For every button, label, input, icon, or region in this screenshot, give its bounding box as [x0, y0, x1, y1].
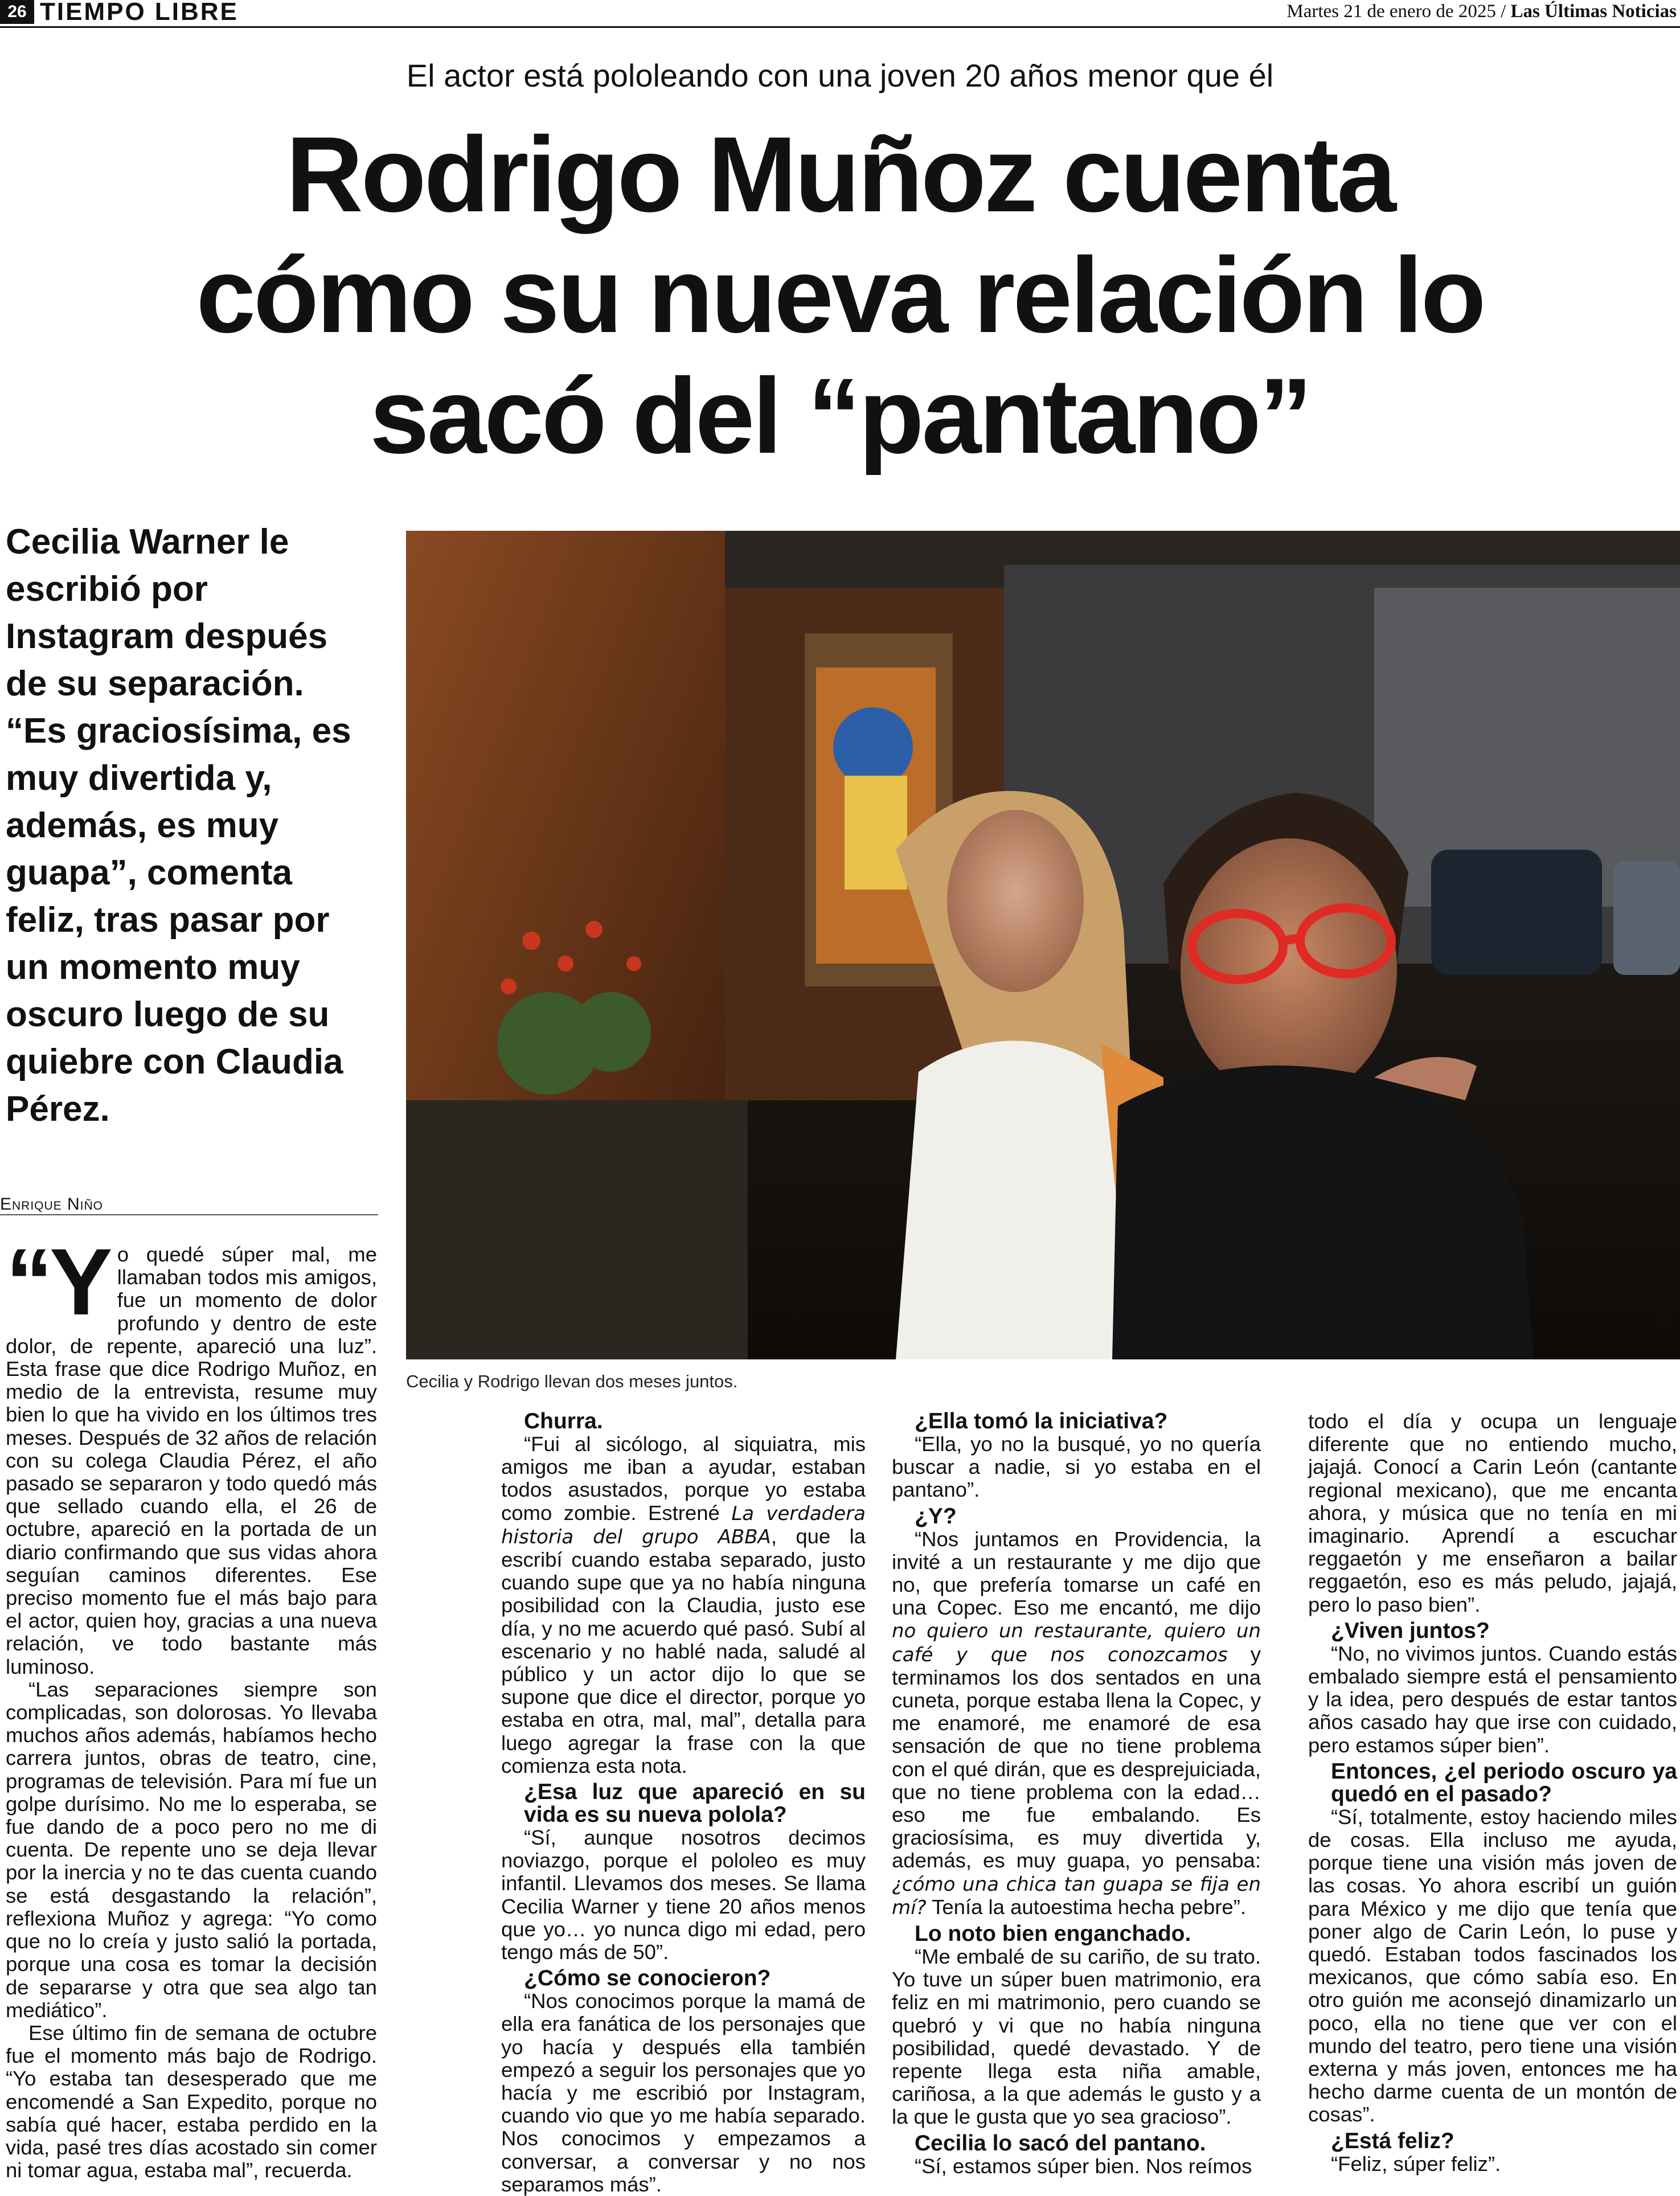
- article-headline: [0, 114, 1680, 476]
- interview-question: Cecilia lo sacó del pantano.: [915, 2131, 1206, 2156]
- body-paragraph: “Ella, yo no la busqué, yo no quería buscar a nadie, si yo estaba en el pantano”.: [892, 1432, 1261, 1502]
- byline-rule: [0, 1214, 378, 1215]
- body-column-4: [1308, 1410, 1677, 2175]
- interview-question: Churra.: [524, 1409, 603, 1433]
- paragraph-text: y terminamos los dos sentados en una cuneta, porque estaba llena la Copec, y me enamoré, me enamoré de esa sensación de que no tiene problema con el qué dirán, que es desprejuiciada, que no tiene problema con la edad… eso me fue embalando. Es graciosísima, es muy divertida y, además, es muy guapa, yo pensaba:: [892, 1642, 1261, 1873]
- headline-line: cómo su nueva relación lo: [196, 235, 1484, 355]
- paragraph-text: Tenía la autoestima hecha pebre”.: [926, 1895, 1247, 1919]
- body-paragraph: “No, no vivimos juntos. Cuando estás embalado siempre está el pensamiento y la idea, pero después de estar tantos años casado hay que irse con cuidado, pero estamos súper bien”.: [1308, 1641, 1677, 1757]
- photo-credit: LUN: [1655, 1301, 1669, 1327]
- article-summary: Cecilia Warner le escribió por Instagram después de su separación. “Es graciosísima, es muy divertida y, además, es muy guapa”, comenta feliz, tras pasar por un momento muy oscuro luego de su quiebre con Claudia Pérez.: [6, 522, 351, 1129]
- interview-question: Lo noto bien enganchado.: [915, 1922, 1191, 1947]
- interview-question: ¿Viven juntos?: [1331, 1618, 1490, 1643]
- paragraph-text: o quedé súper mal, me llamaban todos mis amigos, fue un momento de dolor profundo y dentro de este dolor, de repente, apareció una luz”. Esta frase que dice Rodrigo Muñoz, en medio de la entrevista, resume muy bien lo que ha vivido en los últimos tres meses. Después de 32 años de relación con su colega Claudia Pérez, el año pasado se separaron y todo quedó más que sellado cuando ella, el 26 de octubre, apareció en la portada de un diario confirmando que sus vidas ahora seguían caminos diferentes. Ese preciso momento fue el más bajo para el actor, quien hoy, gracias a una nueva relación, ve todo bastante más luminoso.: [6, 1243, 377, 1678]
- body-column-3: [892, 1410, 1261, 2178]
- body-paragraph: “Feliz, súper feliz”.: [1331, 2152, 1501, 2175]
- work-title: La verdadera historia del grupo ABBA: [501, 1502, 866, 1548]
- photo-caption: Cecilia y Rodrigo llevan dos meses juntos.: [406, 1371, 738, 1391]
- body-paragraph: “Sí, estamos súper bien. Nos reímos: [915, 2154, 1252, 2178]
- issue-date: Martes 21 de enero de 2025: [1286, 1, 1496, 22]
- interview-question: Entonces, ¿el periodo oscuro ya quedó en el pasado?: [1331, 1759, 1677, 1806]
- paragraph-text: “Fui al sicólogo, al siquiatra, mis amigos me iban a ayudar, estaban todos asustados, porque yo estaba como zombie. Estrené: [501, 1432, 866, 1525]
- byline: Enrique Niño: [0, 1195, 104, 1214]
- body-paragraph: [6, 1230, 377, 1678]
- body-paragraph: “Sí, totalmente, estoy haciendo miles de cosas. Ella incluso me ayuda, porque tiene una visión más joven de las cosas. Yo ahora escribí un guión para México y me dijo que tenía que poner algo de Carin León, lo puse y quedó. Estaban todos fascinados los mexicanos, que cómo sabía eso. En otro guión me aconsejó dinamizarlo un poco, ella no tiene que ver con el mundo del teatro, pero tiene una visión externa y más joven, entonces me ha hecho darme cuenta de un montón de cosas”.: [1308, 1805, 1677, 2127]
- body-paragraph: “Las separaciones siempre son complicadas, son dolorosas. Yo llevaba muchos años además, habíamos hecho carrera juntos, obras de teatro, cine, programas de televisión. Para mí fue un golpe durísimo. No me lo esperaba, se fue dando de a poco pero no me di cuenta. De repente uno se deja llevar por la inercia y no te das cuenta cuando se está desgastando la relación”, reflexiona Muñoz y agrega: “Yo como que no lo creía y justo salió la portada, porque una cosa es tomar la decisión de separarse y otra que sea algo tan mediático”.: [6, 1677, 377, 2022]
- headline-line: Rodrigo Muñoz cuenta: [285, 114, 1395, 234]
- header-rule: [0, 26, 1680, 28]
- drop-cap: “Y: [6, 1230, 109, 1335]
- dateline: [1286, 1, 1677, 22]
- interview-question: ¿Esa luz que apareció en su vida es su nueva polola?: [524, 1780, 866, 1828]
- photo-illustration: [406, 531, 1680, 1359]
- body-paragraph: “Me embalé de su cariño, de su trato. Yo tuve un súper buen matrimonio, era feliz en mi matrimonio, pero cuando se quebró y vi que no había ninguna posibilidad, quedé devastado. Y de repente llega esta niña amable, cariñosa, a la que además le gusto y a la que le gusta que yo sea gracioso”.: [892, 1945, 1261, 2129]
- headline-line: sacó del “pantano”: [370, 356, 1310, 476]
- dateline-separator: /: [1501, 1, 1506, 22]
- body-column-2: [501, 1410, 866, 2196]
- publication-name: Las Últimas Noticias: [1510, 1, 1677, 22]
- body-paragraph: Ese último fin de semana de octubre fue el momento más bajo de Rodrigo. “Yo estaba tan desesperado que me encomendé a San Expedito, porque no sabía qué hacer, estaba perdido en la vida, pasé tres días acostado sin comer ni tomar agua, estaba mal”, recuerda.: [6, 2021, 377, 2182]
- page-number: 26: [0, 0, 34, 24]
- quoted-italic: no quiero un restaurante, quiero un café y que nos conozcamos: [892, 1620, 1261, 1666]
- body-paragraph: “Nos conocimos porque la mamá de ella era fanática de los personajes que yo hacía y después ella también empezó a seguir los personajes que yo hacía y me escribió por Instagram, cuando vio que yo me había separado. Nos conocimos y empezamos a conversar, a conversar y no nos separamos más”.: [501, 1989, 866, 2196]
- body-paragraph: todo el día y ocupa un lenguaje diferente que no entiendo mucho, jajajá. Conocí a Carin León (cantante regional mexicano), que me encanta ahora, y música que no tenía en mi imaginario. Aprendí a escuchar reggaetón y me enseñaron a bailar reggaetón, eso es más peludo, jajajá, pero lo paso bien”.: [1308, 1410, 1677, 1616]
- article-photo: [406, 531, 1680, 1359]
- interview-question: ¿Cómo se conocieron?: [524, 1966, 771, 1991]
- paragraph-text: , que la escribí cuando estaba separado, justo cuando supe que ya no había ninguna posibilidad con la Claudia, justo ese día, y no me acuerdo qué pasó. Subí al escenario y no hablé nada, saludé al público y un actor dijo lo que se supone que dice el director, porque yo estaba en otra, mal, mal”, detalla para luego agregar la frase con la que comienza esta nota.: [501, 1524, 866, 1777]
- article-kicker: El actor está pololeando con una joven 20 años menor que él: [406, 58, 1274, 93]
- paragraph-text: “Nos juntamos en Providencia, la invité a un restaurante y me dijo que no, que prefería tomarse un café en una Copec. Eso me encantó, me dijo: [892, 1527, 1261, 1620]
- quoted-italic: ¿cómo una chica tan guapa se fija en mí?: [892, 1873, 1261, 1919]
- body-paragraph: “Sí, aunque nosotros decimos noviazgo, porque el pololeo es muy infantil. Llevamos dos meses. Se llama Cecilia Warner y tiene 20 años menos que yo… yo nunca digo mi edad, pero tengo más de 50”.: [501, 1826, 866, 1964]
- body-paragraph: [501, 1433, 866, 1777]
- interview-question: ¿Ella tomó la iniciativa?: [915, 1409, 1168, 1433]
- interview-question: ¿Está feliz?: [1331, 2128, 1454, 2153]
- body-paragraph: [892, 1528, 1261, 1919]
- body-column-1: [6, 1230, 377, 2182]
- interview-question: ¿Y?: [915, 1503, 957, 1529]
- section-title: TIEMPO LIBRE: [40, 0, 239, 26]
